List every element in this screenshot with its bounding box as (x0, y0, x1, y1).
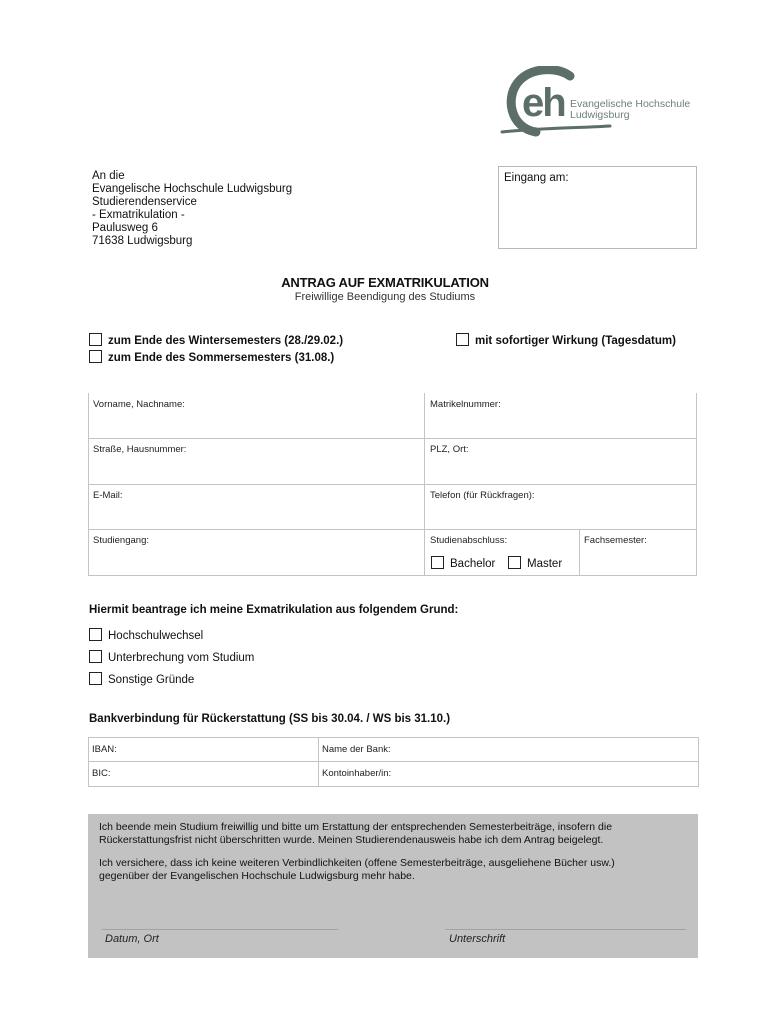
table-divider (89, 761, 698, 762)
option-master[interactable] (508, 556, 562, 570)
field-bic[interactable]: BIC: (92, 768, 111, 779)
declaration-paragraph-2 (99, 857, 689, 882)
bank-table (88, 737, 699, 787)
checkbox[interactable] (89, 650, 102, 663)
option-label: mit sofortiger Wirkung (Tagesdatum) (475, 335, 676, 347)
declaration-line: Rückerstattungsfrist nicht überschritten wurde. Meinen Studierendenausweis habe ich dem Antrag beigelegt. (99, 833, 604, 846)
table-divider (318, 738, 319, 786)
option-label: Bachelor (450, 558, 496, 570)
grid-divider (424, 393, 425, 576)
address-line: Evangelische Hochschule Ludwigsburg (92, 183, 293, 195)
address-line: An die (92, 170, 125, 182)
option-label: Sonstige Gründe (108, 674, 195, 686)
field-name[interactable]: Vorname, Nachname: (93, 399, 185, 410)
form-subtitle: Freiwillige Beendigung des Studiums (294, 291, 476, 303)
reason-option-other[interactable] (89, 672, 194, 686)
institution-name-line2: Ludwigsburg (570, 109, 630, 121)
checkbox[interactable] (89, 672, 102, 685)
declaration-line: gegenüber der Evangelischen Hochschule Ludwigsburg mehr habe. (99, 869, 415, 882)
declaration-paragraph-1 (99, 821, 689, 846)
address-line: Studierendenservice (92, 196, 197, 208)
field-matriculation-number[interactable]: Matrikelnummer: (430, 399, 501, 410)
date-line[interactable] (102, 929, 338, 930)
checkbox[interactable] (508, 556, 521, 569)
grid-divider (88, 575, 697, 576)
option-bachelor[interactable] (431, 556, 495, 570)
checkbox[interactable] (89, 628, 102, 641)
field-street[interactable]: Straße, Hausnummer: (93, 444, 187, 455)
bank-heading: Bankverbindung für Rückerstattung (SS bis 30.04. / WS bis 31.10.) (89, 713, 451, 725)
field-bank-name[interactable]: Name der Bank: (322, 744, 391, 755)
field-email[interactable]: E-Mail: (93, 490, 123, 501)
declaration-line: Ich versichere, dass ich keine weiteren Verbindlichkeiten (offene Semesterbeiträge, ausgeliehene Bücher usw.) (99, 857, 615, 869)
date-label: Datum, Ort (105, 933, 159, 945)
field-degree: Studienabschluss: (430, 535, 508, 546)
option-label: Hochschulwechsel (108, 630, 204, 642)
field-city[interactable]: PLZ, Ort: (430, 444, 469, 455)
field-semester[interactable]: Fachsemester: (584, 535, 647, 546)
checkbox[interactable] (456, 333, 469, 346)
signature-label: Unterschrift (449, 933, 506, 945)
option-summer-semester[interactable] (89, 350, 334, 364)
recipient-address (92, 170, 292, 248)
checkbox[interactable] (89, 350, 102, 363)
option-label: Master (527, 558, 563, 570)
option-winter-semester[interactable] (89, 333, 343, 347)
address-line: 71638 Ludwigsburg (92, 235, 193, 247)
reason-option-university-change[interactable] (89, 628, 203, 642)
svg-text:eh: eh (522, 81, 565, 125)
field-phone[interactable]: Telefon (für Rückfragen): (430, 490, 535, 501)
signature-line[interactable] (445, 929, 686, 930)
grid-divider (88, 529, 697, 530)
institution-name (570, 99, 690, 121)
field-account-holder[interactable]: Kontoinhaber/in: (322, 768, 392, 779)
grid-divider (88, 393, 89, 576)
option-immediate[interactable] (456, 333, 676, 347)
grid-divider (88, 484, 697, 485)
option-label: zum Ende des Sommersemesters (31.08.) (108, 352, 335, 364)
option-label: zum Ende des Wintersemesters (28./29.02.) (108, 335, 344, 347)
option-label: Unterbrechung vom Studium (108, 652, 255, 664)
personal-data-grid (88, 393, 697, 576)
checkbox[interactable] (89, 333, 102, 346)
reason-heading: Hiermit beantrage ich meine Exmatrikulation aus folgendem Grund: (89, 604, 459, 616)
form-title: ANTRAG AUF EXMATRIKULATION (281, 275, 489, 290)
field-iban[interactable]: IBAN: (92, 744, 117, 755)
grid-divider (88, 438, 697, 439)
institution-name-line1: Evangelische Hochschule (570, 98, 691, 110)
declaration-line: Ich beende mein Studium freiwillig und bitte um Erstattung der entsprechenden Semesterbeiträge, insofern die (99, 821, 613, 833)
checkbox[interactable] (431, 556, 444, 569)
reason-option-interruption[interactable] (89, 650, 254, 664)
received-label: Eingang am: (504, 172, 569, 184)
field-study-program[interactable]: Studiengang: (93, 535, 149, 546)
address-line: - Exmatrikulation - (92, 209, 185, 221)
address-line: Paulusweg 6 (92, 222, 158, 234)
grid-divider (696, 393, 697, 576)
grid-divider (579, 529, 580, 576)
